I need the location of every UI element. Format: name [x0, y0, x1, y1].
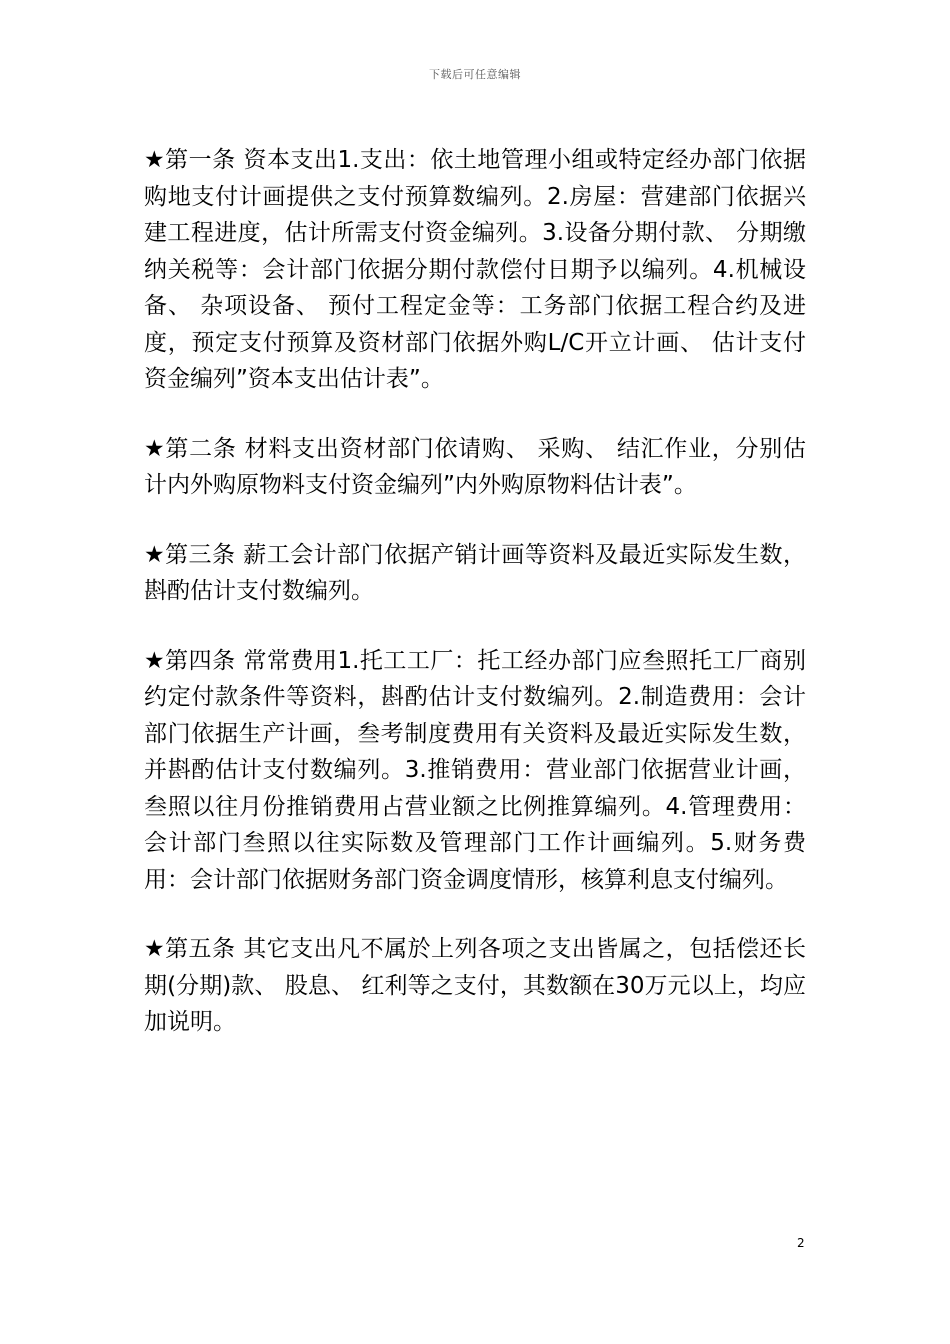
star-icon: ★ — [144, 541, 166, 568]
page-header: 下载后可任意编辑 — [429, 68, 521, 81]
article-1 — [144, 142, 806, 398]
article-3 — [144, 537, 806, 610]
article-2-text: 第二条 材料支出资材部门依请购、 采购、 结汇作业，分别估计内外购原物料支付资金编列”内外购原物料估计表”。 — [144, 435, 806, 498]
article-3-text: 第三条 薪工会计部门依据产销计画等资料及最近实际发生数，斟酌估计支付数编列。 — [144, 541, 807, 604]
page-number: 2 — [797, 1236, 805, 1250]
article-5-text: 第五条 其它支出凡不属於上列各项之支出皆属之，包括偿还长期(分期)款、 股息、 红利等之支付，其数额在30万元以上，均应加说明。 — [144, 936, 807, 1035]
article-5 — [144, 931, 806, 1041]
star-icon: ★ — [144, 647, 166, 674]
document-body — [144, 142, 806, 1074]
star-icon: ★ — [144, 435, 166, 462]
article-4-text: 第四条 常常费用1.托工工厂：托工经办部门应叁照托工厂商别约定付款条件等资料，斟酌估计支付数编列。2.制造费用：会计部门依据生产计画，叁考制度费用有关资料及最近实际发生数，并斟酌估计支付数编列。3.推销费用：营业部门依据营业计画，叁照以往月份推销费用占营业额之比例推算编列。4.管理费用：会计部门叁照以往实际数及管理部门工作计画编列。5.财务费用：会计部门依据财务部门资金调度情形，核算利息支付编列。 — [144, 647, 806, 893]
article-1-text: 第一条 资本支出1.支出：依土地管理小组或特定经办部门依据购地支付计画提供之支付预算数编列。2.房屋：营建部门依据兴建工程进度，估计所需支付资金编列。3.设备分期付款、 分期缴纳关税等：会计部门依据分期付款偿付日期予以编列。4.机械设备、 杂项设备、 预付工程定金等：工务部门依据工程合约及进度，预定支付预算及资材部门依据外购L/C开立计画、 估计支付资金编列”资本支出估计表”。 — [144, 147, 806, 392]
article-4 — [144, 643, 806, 899]
article-2 — [144, 431, 806, 504]
star-icon: ★ — [144, 147, 166, 173]
star-icon: ★ — [144, 936, 166, 962]
